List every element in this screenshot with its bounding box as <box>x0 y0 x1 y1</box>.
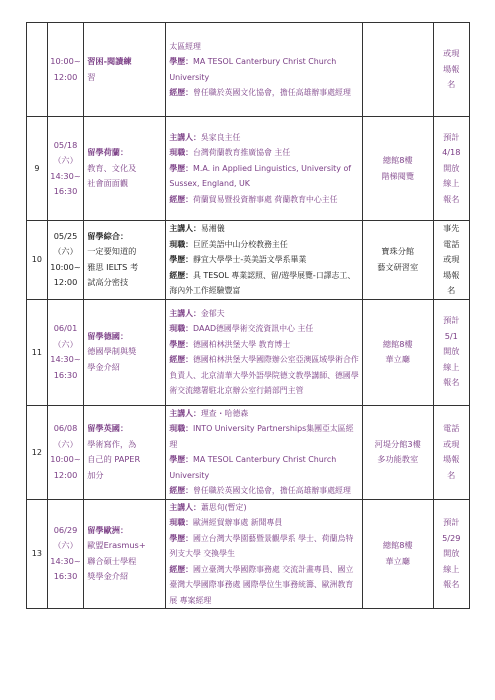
session-title <box>84 299 166 405</box>
registration <box>433 499 469 609</box>
cell-line: 總館8樓 <box>382 540 413 551</box>
schedule-row <box>27 23 470 117</box>
speaker-info <box>166 499 363 609</box>
speaker-text: MA TESOL Canterbury Christ Church University <box>169 455 337 480</box>
cell-line: 05/25 <box>53 230 78 241</box>
speaker-label: 經歷： <box>169 355 194 364</box>
speaker-label: 主講人： <box>169 132 201 142</box>
speaker-line <box>169 85 359 101</box>
speaker-text: 太區經理 <box>169 41 201 51</box>
speaker-text: 台灣荷蘭教育推廣協會 主任 <box>193 148 291 158</box>
speaker-label: 主講人： <box>169 308 201 318</box>
cell-line: （六） <box>53 338 78 349</box>
cell-line: 06/08 <box>53 423 78 433</box>
speaker-label: 主講人： <box>169 408 201 418</box>
speaker-info <box>166 221 363 300</box>
speaker-text: 國立台灣大學園藝暨景觀學系 學士、荷蘭烏特列支大學 交換學生 <box>169 533 354 558</box>
speaker-line <box>169 221 359 237</box>
speaker-label: 學歷： <box>169 163 194 173</box>
session-title <box>84 23 166 117</box>
cell-line: 或現 <box>443 438 460 449</box>
speaker-label: 學歷： <box>169 455 194 464</box>
session-date <box>47 499 83 609</box>
speaker-label: 學歷： <box>169 339 194 349</box>
speaker-line <box>169 500 359 516</box>
cell-line: 留學英國： <box>87 423 129 433</box>
cell-line: 場報 <box>443 269 460 280</box>
cell-line: 總館8樓 <box>382 155 413 165</box>
cell-line: 16:30 <box>53 186 78 196</box>
cell-line: 名 <box>447 79 456 90</box>
speaker-line <box>169 352 359 399</box>
speaker-text: 德國柏林洪堡大學國際辦公室亞澳區域學術合作負責人、北京清華大學外語學院德文教學講師、德國學術交流總署駐北京辦公室行銷部門主管 <box>169 355 359 395</box>
cell-line: 06/29 <box>53 524 78 535</box>
speaker-text: 歐洲經貿辦事處 新聞專員 <box>193 518 283 527</box>
cell-line: 06/01 <box>53 323 78 333</box>
speaker-text: M.A. in Applied Linguistics, University of Sussex, England, UK <box>169 163 352 189</box>
speaker-text: 曾任職於英國文化協會，擔任高雄辦事處經理 <box>193 486 351 495</box>
cell-line: 線上 <box>443 178 460 189</box>
speaker-label: 主講人： <box>169 502 201 512</box>
cell-line: 歐盟Erasmus+ <box>87 540 146 551</box>
speaker-text: 巨匠美語中山分校教務主任 <box>193 239 288 249</box>
cell-line: 獎學金介紹 <box>87 571 129 582</box>
speaker-info <box>166 117 363 221</box>
speaker-text: 德國柏林洪堡大學 教育博士 <box>193 339 291 349</box>
schedule-row <box>27 299 470 405</box>
speaker-text: 理查・哈德森 <box>200 408 249 418</box>
cell-line: 教育、文化及 <box>87 162 137 173</box>
cell-line: 或現 <box>443 48 460 59</box>
speaker-line <box>169 161 359 192</box>
venue <box>362 117 433 221</box>
cell-line: 開放 <box>443 346 460 357</box>
cell-line: 留學綜合： <box>87 230 129 241</box>
cell-line: 16:30 <box>53 571 78 582</box>
registration <box>433 221 469 300</box>
speaker-text: DAAD德國學術交流資訊中心 主任 <box>193 324 314 333</box>
speaker-line <box>169 306 359 322</box>
speaker-label: 主講人： <box>169 224 201 233</box>
cell-line: 報名 <box>443 193 460 204</box>
cell-line: 場報 <box>443 63 460 74</box>
venue <box>362 23 433 117</box>
speaker-text: MA TESOL Canterbury Christ Church University <box>169 57 337 82</box>
speaker-label: 學歷： <box>169 255 194 264</box>
cell-line: 預計 <box>443 131 460 142</box>
cell-line: 10:00~ <box>50 56 81 66</box>
session-number: 12 <box>27 405 48 499</box>
speaker-line <box>169 145 359 161</box>
cell-line: 藝文研習室 <box>377 261 419 272</box>
cell-line: 河堤分館3樓 <box>374 438 421 449</box>
schedule-row <box>27 117 470 221</box>
schedule-row <box>27 405 470 499</box>
cell-line: 雅思 IELTS 考 <box>87 261 139 272</box>
cell-line: 報名 <box>443 377 460 388</box>
cell-line: 事先 <box>443 223 460 233</box>
speaker-line <box>169 452 359 483</box>
cell-line: 14:30~ <box>50 170 81 181</box>
cell-line: 12:00 <box>53 469 78 480</box>
cell-line: 場報 <box>443 454 460 464</box>
session-number <box>27 23 48 117</box>
speaker-text: 金郁夫 <box>200 308 225 318</box>
session-date <box>47 23 83 117</box>
speaker-label: 學歷： <box>169 533 194 543</box>
cell-line: 留學荷蘭： <box>87 147 129 158</box>
venue <box>362 221 433 300</box>
speaker-label: 經歷： <box>169 194 194 204</box>
venue <box>362 499 433 609</box>
cell-line: 華立廳 <box>385 354 410 364</box>
cell-line: 報名 <box>443 579 460 589</box>
registration <box>433 117 469 221</box>
speaker-label: 現職： <box>169 148 194 158</box>
speaker-label: 學歷： <box>169 57 194 66</box>
cell-line: 12:00 <box>53 71 78 82</box>
speaker-line <box>169 406 359 422</box>
session-number: 11 <box>27 299 48 405</box>
venue <box>362 299 433 405</box>
speaker-line <box>169 337 359 353</box>
cell-line: 留學歐洲： <box>87 524 129 535</box>
cell-line: 電話 <box>443 238 460 249</box>
session-date <box>47 299 83 405</box>
cell-line: 10:00~ <box>50 454 81 464</box>
cell-line: 開放 <box>443 548 460 558</box>
session-number: 13 <box>27 499 48 609</box>
cell-line: 開放 <box>443 162 460 173</box>
speaker-info <box>166 299 363 405</box>
cell-line: 習 <box>87 71 96 82</box>
speaker-line <box>169 39 359 55</box>
session-date <box>47 405 83 499</box>
registration <box>433 299 469 405</box>
speaker-text: 曾任職於英國文化協會，擔任高雄辦事處經理 <box>193 88 351 97</box>
cell-line: （六） <box>53 246 78 257</box>
cell-line: 5/29 <box>442 532 461 543</box>
cell-line: 聯合碩士學程 <box>87 555 137 566</box>
cell-line: 加分 <box>87 469 104 480</box>
registration <box>433 23 469 117</box>
speaker-label: 經歷： <box>169 564 194 574</box>
speaker-text: 易湘儀 <box>200 224 225 233</box>
cell-line: 總館8樓 <box>382 338 413 349</box>
cell-line: 電話 <box>443 423 460 433</box>
cell-line: 德國學制與獎 <box>87 346 137 357</box>
cell-line: 名 <box>447 285 456 295</box>
speaker-label: 現職： <box>169 424 194 433</box>
speaker-line <box>169 268 359 299</box>
venue <box>362 405 433 499</box>
cell-line: 14:30~ <box>50 354 81 364</box>
session-title <box>84 499 166 609</box>
session-title <box>84 405 166 499</box>
cell-line: 或現 <box>443 254 460 264</box>
cell-line: （六） <box>53 155 78 165</box>
speaker-line <box>169 130 359 146</box>
speaker-label: 現職： <box>169 324 194 333</box>
cell-line: （六） <box>53 540 78 551</box>
speaker-text: 蕭思旬(暫定) <box>200 502 247 512</box>
cell-line: 社會面面觀 <box>87 178 129 189</box>
cell-line: 一定要知道的 <box>87 246 137 257</box>
schedule-body <box>27 23 470 609</box>
cell-line: 5/1 <box>444 330 458 341</box>
speaker-text: 靜宜大學學士-英美語文學系畢業 <box>193 255 307 264</box>
session-date <box>47 117 83 221</box>
cell-line: 寶珠分館 <box>381 246 415 257</box>
session-title <box>84 117 166 221</box>
speaker-line <box>169 237 359 253</box>
speaker-text: INTO University Partnerships集團亞太區經理 <box>169 424 354 449</box>
cell-line: 預計 <box>443 517 460 527</box>
speaker-text: 國立臺灣大學國際事務處 交流計畫專員、國立臺灣大學國際事務處 國際學位生事務統籌、歐洲教育展 專案經理 <box>169 564 354 605</box>
cell-line: 4/18 <box>442 147 461 158</box>
speaker-text: 荷蘭貿易暨投資辦事處 荷蘭教育中心主任 <box>193 194 338 204</box>
cell-line: 線上 <box>443 563 460 574</box>
speaker-line <box>169 321 359 337</box>
cell-line: 12:00 <box>53 277 78 288</box>
speaker-text: 具 TESOL 專業認照、留/遊學展覽-口譯志工、海內外工作經驗豐富 <box>169 270 356 295</box>
cell-line: 試高分密技 <box>87 277 129 288</box>
cell-line: 10:00~ <box>50 261 81 272</box>
schedule-row <box>27 221 470 300</box>
cell-line: 預計 <box>443 315 460 326</box>
cell-line: 學金介紹 <box>87 361 120 372</box>
speaker-line <box>169 421 359 452</box>
session-date <box>47 221 83 300</box>
cell-line: 華立廳 <box>385 555 410 566</box>
speaker-line <box>169 515 359 531</box>
speaker-line <box>169 54 359 85</box>
cell-line: （六） <box>53 438 78 449</box>
speaker-label: 經歷： <box>169 486 194 495</box>
session-title <box>84 221 166 300</box>
cell-line: 14:30~ <box>50 555 81 566</box>
speaker-label: 經歷： <box>169 270 194 280</box>
speaker-line <box>169 531 359 562</box>
speaker-label: 經歷： <box>169 88 194 97</box>
cell-line: 16:30 <box>53 369 78 380</box>
speaker-text: 吳家良主任 <box>200 132 241 142</box>
cell-line: 自己的 PAPER <box>87 454 141 464</box>
speaker-info <box>166 23 363 117</box>
speaker-line <box>169 252 359 268</box>
session-number: 10 <box>27 221 48 300</box>
speaker-line <box>169 562 359 609</box>
cell-line: 留學德國： <box>87 330 129 341</box>
session-number: 9 <box>27 117 48 221</box>
cell-line: 習困-閱讀練 <box>87 56 132 66</box>
speaker-label: 現職： <box>169 239 194 249</box>
cell-line: 05/18 <box>53 139 78 150</box>
speaker-info <box>166 405 363 499</box>
cell-line: 多功能教室 <box>377 454 419 464</box>
schedule-row <box>27 499 470 609</box>
registration <box>433 405 469 499</box>
cell-line: 階梯閱覽 <box>381 170 415 181</box>
speaker-label: 現職： <box>169 518 194 527</box>
speaker-line <box>169 483 359 499</box>
cell-line: 名 <box>447 469 456 480</box>
schedule-table <box>26 22 470 609</box>
cell-line: 學術寫作，為 <box>87 438 137 449</box>
cell-line: 線上 <box>443 361 460 372</box>
speaker-line <box>169 192 359 208</box>
